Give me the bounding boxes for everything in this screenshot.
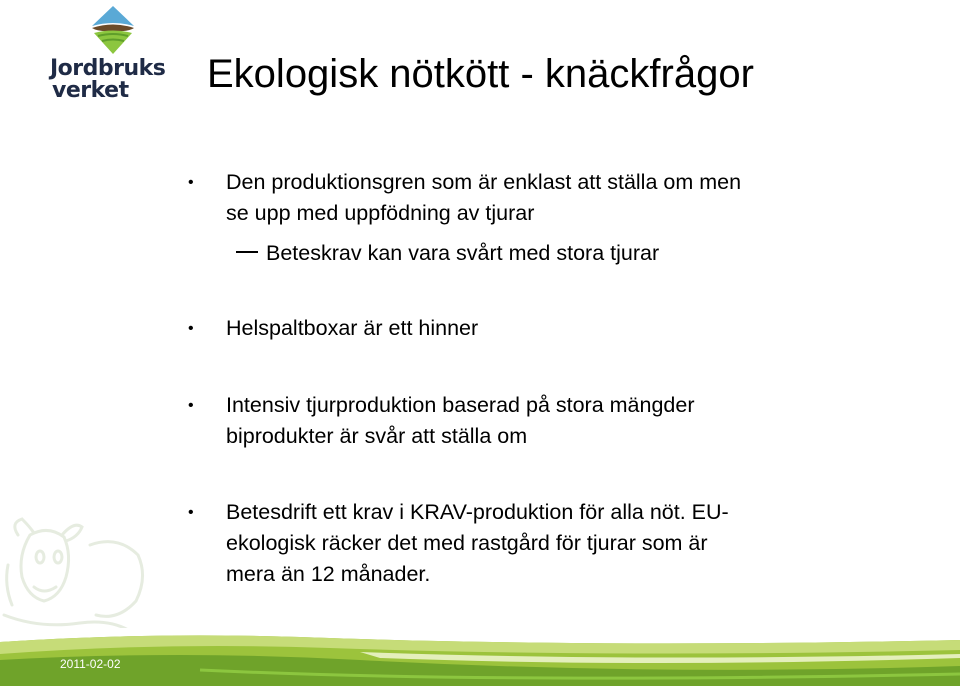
- bullet-item: [188, 390, 848, 452]
- logo-text-line2: verket: [52, 78, 129, 103]
- sub-bullet-item: [236, 238, 659, 269]
- cow-watermark-icon: [0, 505, 150, 640]
- bullet-marker: •: [188, 504, 194, 521]
- dash-marker: [236, 251, 258, 253]
- bullet-marker: •: [188, 397, 194, 414]
- slide-title: Ekologisk nötkött - knäckfrågor: [207, 52, 754, 96]
- bullet-marker: •: [188, 174, 194, 191]
- bullet-item: [188, 313, 848, 344]
- footer-band: [0, 628, 960, 686]
- bullet-text-line: se upp med uppfödning av tjurar: [226, 201, 535, 225]
- bullet-text-line: biprodukter är svår att ställa om: [226, 424, 528, 448]
- logo-text-line1: Jordbruks: [50, 56, 166, 81]
- bullet-item: [188, 497, 848, 590]
- jordbruksverket-emblem-icon: [88, 4, 138, 56]
- jordbruksverket-logo: [50, 4, 180, 104]
- sub-bullet-text: Beteskrav kan vara svårt med stora tjurar: [266, 241, 660, 265]
- bullet-text-line: Betesdrift ett krav i KRAV-produktion för alla nöt. EU-: [226, 500, 729, 524]
- bullet-marker: •: [188, 320, 194, 337]
- bullet-text-line: ekologisk räcker det med rastgård för tjurar som är: [226, 531, 708, 555]
- bullet-text-line: mera än 12 månader.: [226, 562, 431, 586]
- bullet-item: [188, 167, 848, 229]
- slide-date: 2011-02-02: [60, 657, 121, 671]
- bullet-text-line: Helspaltboxar är ett hinner: [226, 316, 479, 340]
- bullet-text-line: Intensiv tjurproduktion baserad på stora mängder: [226, 393, 695, 417]
- bullet-text-line: Den produktionsgren som är enklast att ställa om men: [226, 170, 742, 194]
